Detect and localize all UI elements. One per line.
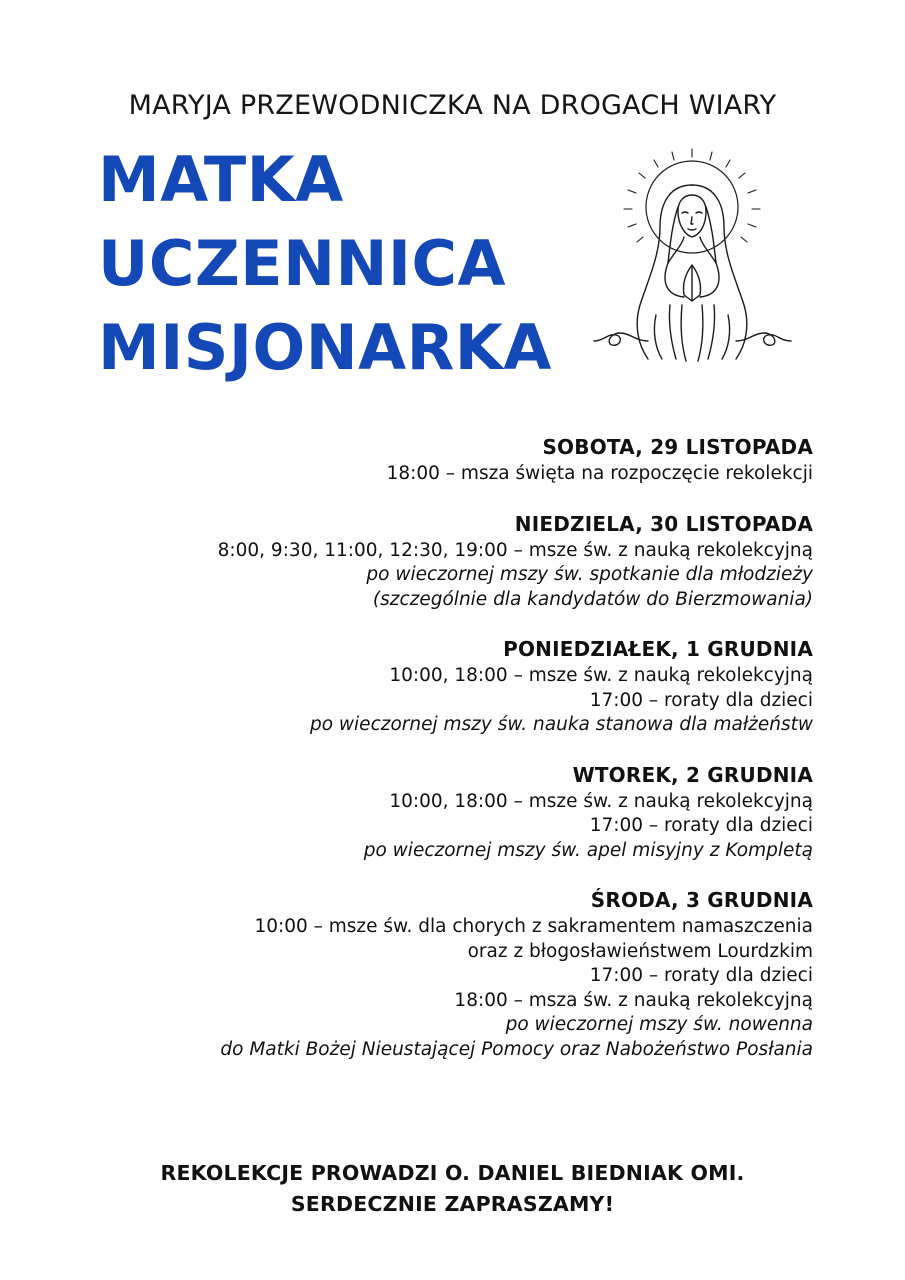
footer [0, 1158, 905, 1220]
schedule-line: 18:00 – msza św. z nauką rekolekcyjną [454, 989, 813, 1011]
footer-line-2: SERDECZNIE ZAPRASZAMY! [290, 1192, 615, 1216]
schedule-line: 17:00 – roraty dla dzieci [589, 965, 813, 986]
day-block [113, 885, 813, 1062]
schedule-note: po wieczornej mszy św. nowenna [505, 1014, 813, 1035]
day-block [113, 509, 813, 613]
day-title: SOBOTA, 29 LISTOPADA [542, 435, 813, 459]
day-block [113, 634, 813, 738]
poster-title [98, 138, 552, 390]
schedule-note: po wieczornej mszy św. nauka stanowa dla małżeństw [309, 714, 813, 735]
schedule-line: 17:00 – roraty dla dzieci [589, 689, 813, 711]
schedule-note: do Matki Bożej Nieustającej Pomocy oraz Nabożeństwo Posłania [220, 1038, 813, 1060]
schedule [113, 432, 813, 1084]
day-title: NIEDZIELA, 30 LISTOPADA [514, 511, 813, 536]
schedule-line: 10:00, 18:00 – msze św. z nauką rekolekcyjną [389, 665, 813, 686]
schedule-line: 17:00 – roraty dla dzieci [589, 815, 813, 836]
poster-subtitle: MARYJA PRZEWODNICZKA NA DROGACH WIARY [128, 90, 777, 121]
schedule-note: po wieczornej mszy św. spotkanie dla młodzieży [366, 564, 813, 585]
schedule-note: po wieczornej mszy św. apel misyjny z Kompletą [363, 839, 813, 861]
schedule-note: (szczególnie dla kandydatów do Bierzmowania) [372, 588, 813, 610]
day-title: PONIEDZIAŁEK, 1 GRUDNIA [503, 637, 813, 661]
day-block [113, 760, 813, 864]
day-title: ŚRODA, 3 GRUDNIA [590, 888, 813, 912]
title-line-2: UCZENNICA [98, 227, 506, 300]
day-title: WTOREK, 2 GRUDNIA [572, 762, 813, 787]
schedule-line: 10:00, 18:00 – msze św. z nauką rekolekcyjną [389, 790, 813, 812]
schedule-line: oraz z błogosławieństwem Lourdzkim [467, 940, 813, 962]
footer-line-1: REKOLEKCJE PROWADZI O. DANIEL BIEDNIAK OMI. [160, 1161, 745, 1185]
schedule-line: 10:00 – msze św. dla chorych z sakramentem namaszczenia [254, 916, 813, 937]
day-block [113, 432, 813, 487]
schedule-line: 8:00, 9:30, 11:00, 12:30, 19:00 – msze św. z nauką rekolekcyjną [217, 539, 813, 561]
title-line-1: MATKA [98, 143, 344, 216]
praying-mary-icon [590, 145, 795, 370]
title-line-3: MISJONARKA [98, 311, 552, 384]
schedule-line: 18:00 – msza święta na rozpoczęcie rekolekcji [386, 463, 813, 484]
